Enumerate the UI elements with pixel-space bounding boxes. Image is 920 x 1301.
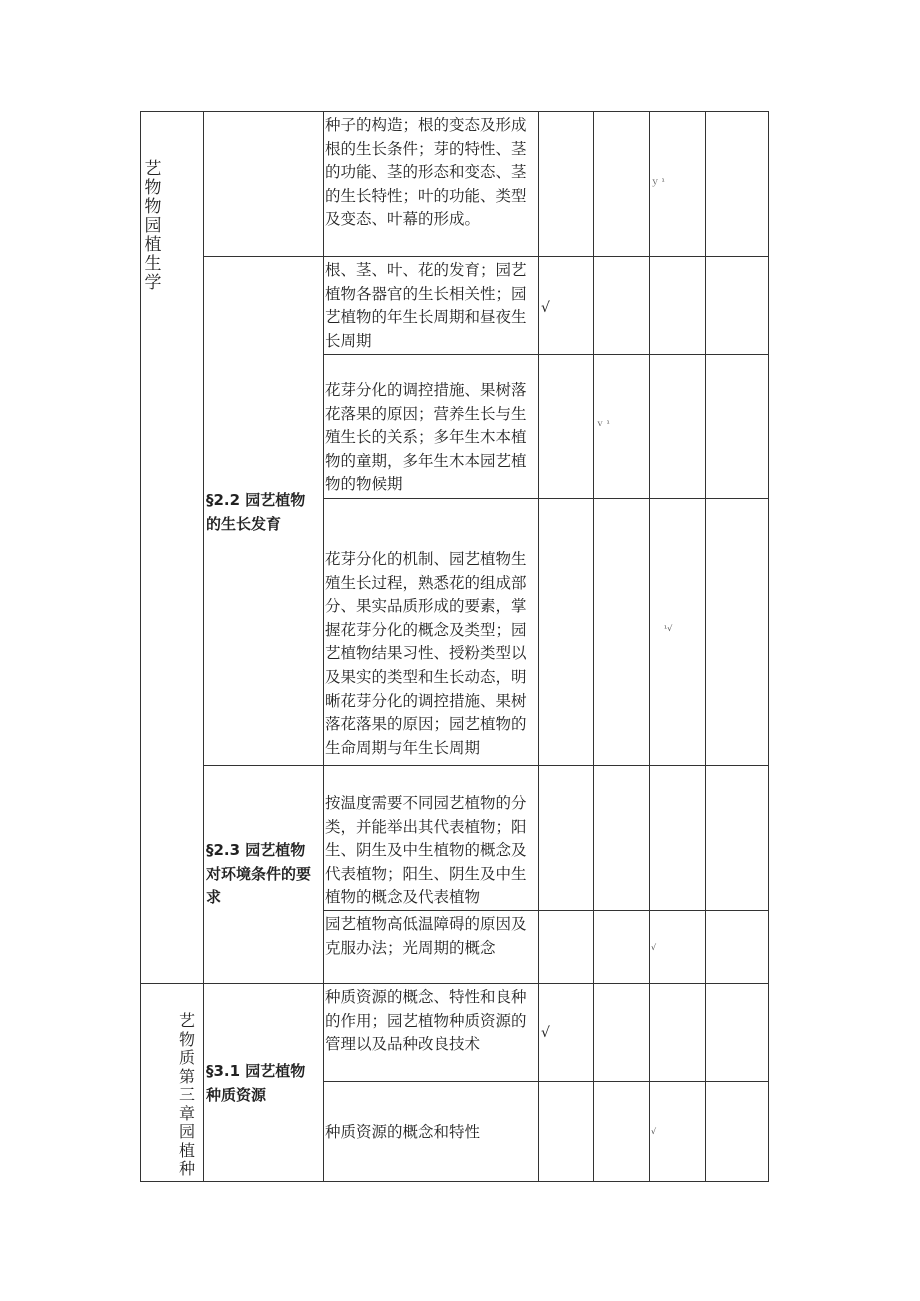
row-6-content: 园艺植物高低温障碍的原因及克服办法；光周期的概念: [325, 915, 527, 957]
row-1-mark: ｙ ¹: [651, 177, 665, 186]
row-5-content: 按温度需要不同园艺植物的分类，并能举出其代表植物；阳生、阴生及中生植物的概念及代表植物；阳生、阴生及中生植物的概念及代表植物: [325, 794, 527, 907]
row-8-content: 种质资源的概念和特性: [325, 1123, 481, 1141]
table-bottom-border: [140, 1181, 769, 1182]
row-divider: [140, 983, 769, 984]
row-2-check-mark: √: [541, 300, 550, 316]
row-6-check-mark: √: [651, 943, 657, 952]
row-7-check-mark: √: [541, 1025, 550, 1041]
row-divider: [203, 256, 769, 257]
row-divider: [323, 910, 769, 911]
row-4-content: 花芽分化的机制、园艺植物生殖生长过程，熟悉花的组成部分、果实品质形成的要素，掌握花芽分化的概念及类型；园艺植物结果习性、授粉类型以及果实的类型和生长动态，明晰花芽分化的调控措施、果树落花落果的原因；园艺植物的生命周期与年生长周期: [325, 550, 527, 757]
row-3-content: 花芽分化的调控措施、果树落花落果的原因；营养生长与生殖生长的关系；多年生木本植物的童期，多年生木本园艺植物的物候期: [325, 381, 527, 494]
section-3-1-heading: §3.1 园艺植物种质资源: [206, 1062, 306, 1104]
row-3-mark: ｖ ¹: [596, 419, 610, 428]
column-divider-5: [649, 111, 650, 1182]
table-top-border: [140, 111, 769, 112]
column-divider-6: [705, 111, 706, 1182]
table-left-border: [140, 111, 141, 1182]
row-8-check-mark: √: [651, 1127, 657, 1136]
row-7-content: 种质资源的概念、特性和良种的作用；园艺植物种质资源的管理以及品种改良技术: [325, 988, 527, 1054]
column-divider-4: [593, 111, 594, 1182]
chapter-3-label: 艺物质第三章园植种: [178, 1011, 195, 1178]
section-2-3-heading: §2.3 园艺植物对环境条件的要求: [206, 841, 312, 906]
row-divider: [323, 354, 769, 355]
section-2-2-heading: §2.2 园艺植物的生长发育: [206, 491, 306, 533]
column-divider-2: [323, 111, 324, 1182]
table-right-border: [768, 111, 769, 1182]
row-4-mark: ¹√: [664, 624, 673, 633]
row-2-content: 根、茎、叶、花的发育；园艺植物各器官的生长相关性；园艺植物的年生长周期和昼夜生长周期: [325, 261, 527, 350]
chapter-2-label: 艺物物园植生学: [144, 159, 162, 293]
row-divider: [203, 765, 769, 766]
row-divider: [323, 1081, 769, 1082]
row-divider: [323, 498, 769, 499]
row-1-content: 种子的构造；根的变态及形成根的生长条件；芽的特性、茎的功能、茎的形态和变态、茎的生长特性；叶的功能、类型及变态、叶幕的形成。: [325, 116, 527, 229]
column-divider-3: [538, 111, 539, 1182]
column-divider-1: [203, 111, 204, 1182]
